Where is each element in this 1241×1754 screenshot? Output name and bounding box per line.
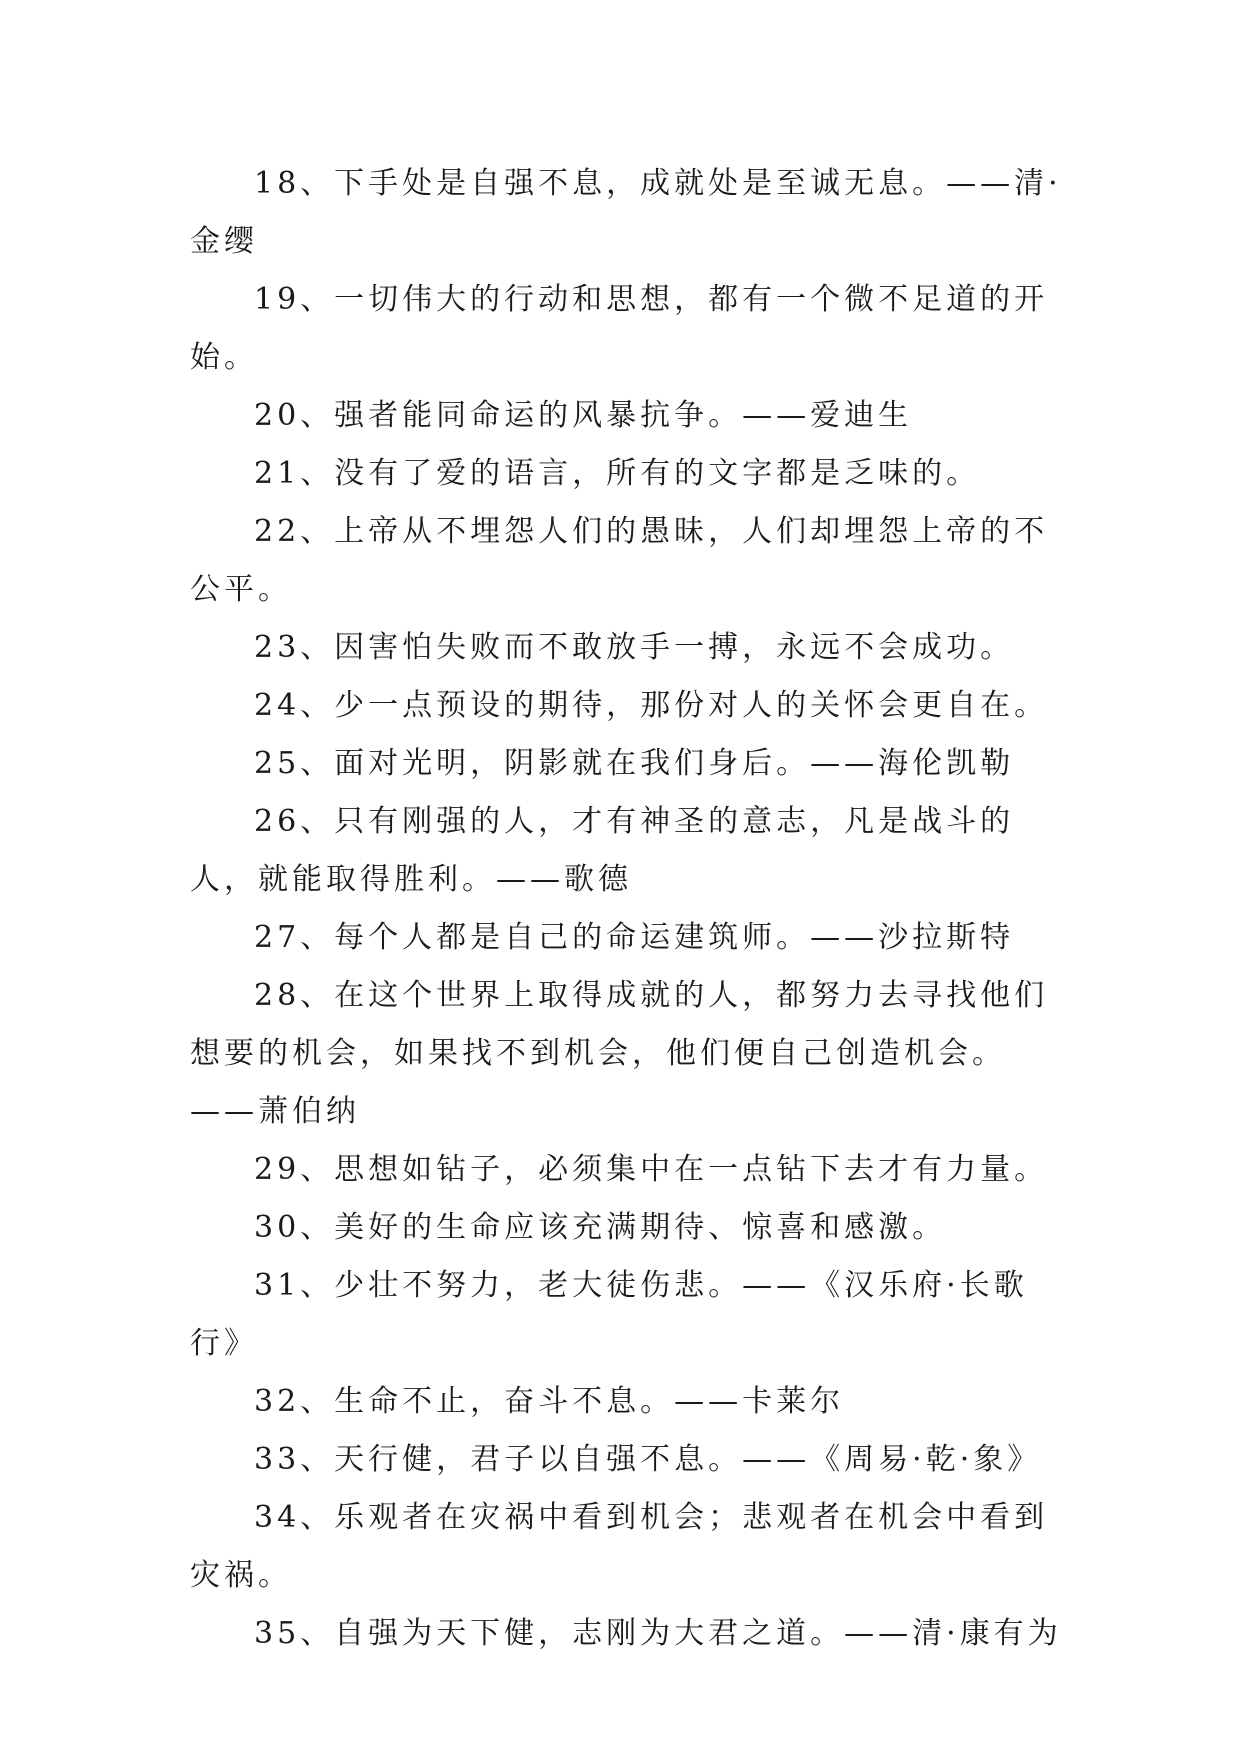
quote-30: 30、美好的生命应该充满期待、惊喜和感激。: [254, 1210, 947, 1245]
quote-29: 29、思想如钻子，必须集中在一点钻下去才有力量。: [254, 1152, 1049, 1187]
quote-27: 27、每个人都是自己的命运建筑师。——沙拉斯特: [254, 920, 1015, 955]
quote-35: 35、自强为天下健，志刚为大君之道。——清·康有为: [254, 1616, 1062, 1651]
quote-26: 26、只有刚强的人，才有神圣的意志，凡是战斗的人，就能取得胜利。——歌德: [190, 804, 1015, 897]
quote-28: 28、在这个世界上取得成就的人，都努力去寻找他们想要的机会，如果找不到机会，他们便自己创造机会。——萧伯纳: [190, 978, 1049, 1129]
quote-23: 23、因害怕失败而不敢放手一搏，永远不会成功。: [254, 630, 1015, 665]
quote-21: 21、没有了爱的语言，所有的文字都是乏味的。: [254, 456, 981, 491]
quote-31: 31、少壮不努力，老大徒伤悲。——《汉乐府·长歌行》: [190, 1268, 1028, 1361]
quote-25: 25、面对光明，阴影就在我们身后。——海伦凯勒: [254, 746, 1015, 781]
quote-32: 32、生命不止，奋斗不息。——卡莱尔: [254, 1384, 845, 1419]
quote-list: [190, 155, 1070, 1663]
quote-33: 33、天行健，君子以自强不息。——《周易·乾·象》: [254, 1442, 1042, 1477]
quote-34: 34、乐观者在灾祸中看到机会；悲观者在机会中看到灾祸。: [190, 1500, 1049, 1593]
quote-18: 18、下手处是自强不息，成就处是至诚无息。——清·金缨: [190, 166, 1062, 259]
quote-22: 22、上帝从不埋怨人们的愚昧，人们却埋怨上帝的不公平。: [190, 514, 1049, 607]
quote-19: 19、一切伟大的行动和思想，都有一个微不足道的开始。: [190, 282, 1049, 375]
quote-20: 20、强者能同命运的风暴抗争。——爱迪生: [254, 398, 913, 433]
quote-24: 24、少一点预设的期待，那份对人的关怀会更自在。: [254, 688, 1049, 723]
